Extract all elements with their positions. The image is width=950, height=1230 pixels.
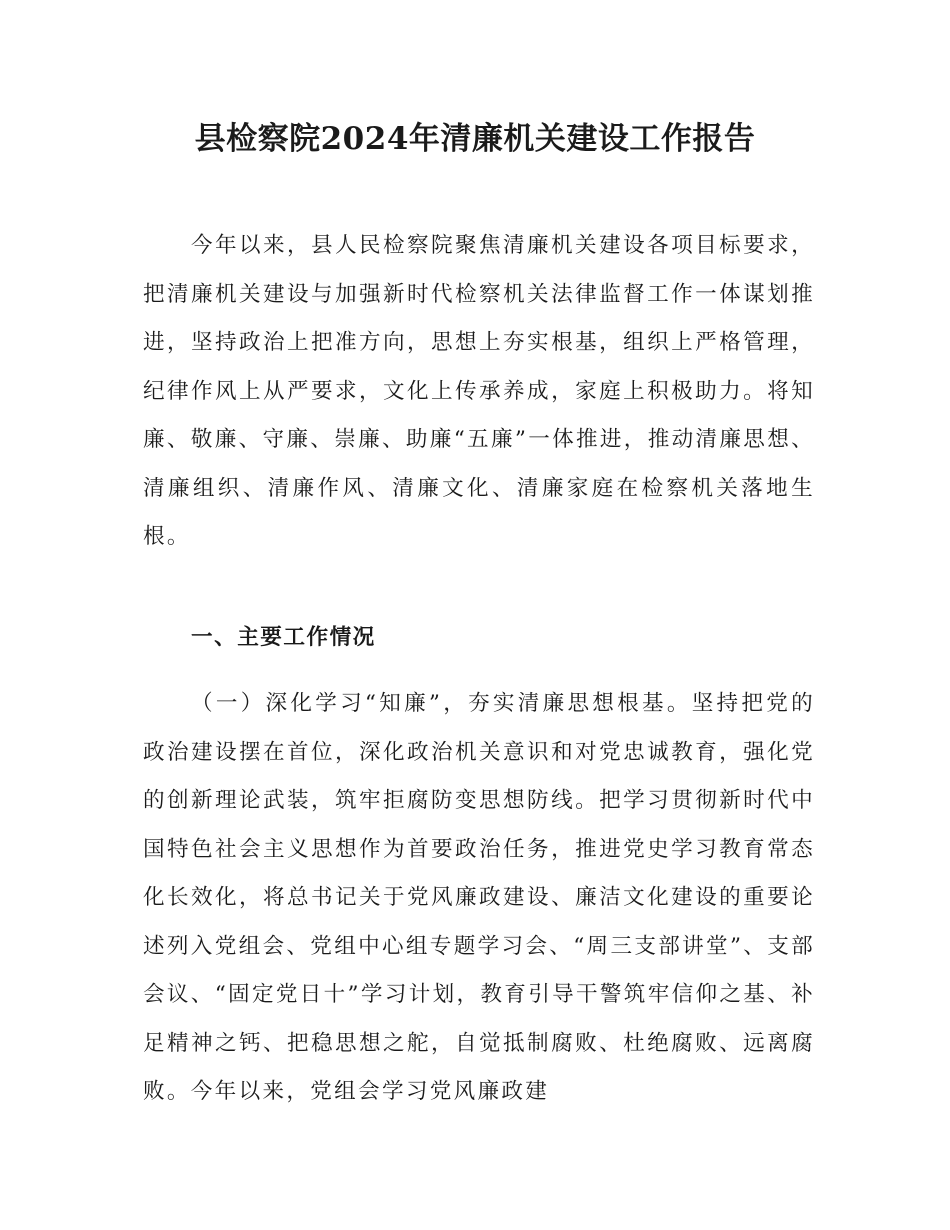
document-title: 县检察院2024年清廉机关建设工作报告 (194, 121, 756, 157)
section-1-1-paragraph: （一）深化学习“知廉”，夯实清廉思想根基。坚持把党的政治建设摆在首位，深化政治机关意识和对党忠诚教育，强化党的创新理论武装，筑牢拒腐防变思想防线。把学习贯彻新时代中国特色社会主义思想作为首要政治任务，推进党史学习教育常态化长效化，将总书记关于党风廉政建设、廉洁文化建设的重要论述列入党组会、党组中心组专题学习会、“周三支部讲堂”、支部会议、“固定党日十”学习计划，教育引导干警筑牢信仰之基、补足精神之钙、把稳思想之舵，自觉抵制腐败、杜绝腐败、远离腐败。今年以来，党组会学习党风廉政建 (143, 691, 815, 1104)
intro-paragraph: 今年以来，县人民检察院聚焦清廉机关建设各项目标要求，把清廉机关建设与加强新时代检察机关法律监督工作一体谋划推进，坚持政治上把准方向，思想上夯实根基，组织上严格管理，纪律作风上从严要求，文化上传承养成，家庭上积极助力。将知廉、敬廉、守廉、崇廉、助廉“五廉”一体推进，推动清廉思想、清廉组织、清廉作风、清廉文化、清廉家庭在检察机关落地生根。 (143, 233, 815, 549)
section-heading-main-work: 一、主要工作情况 (191, 625, 376, 650)
